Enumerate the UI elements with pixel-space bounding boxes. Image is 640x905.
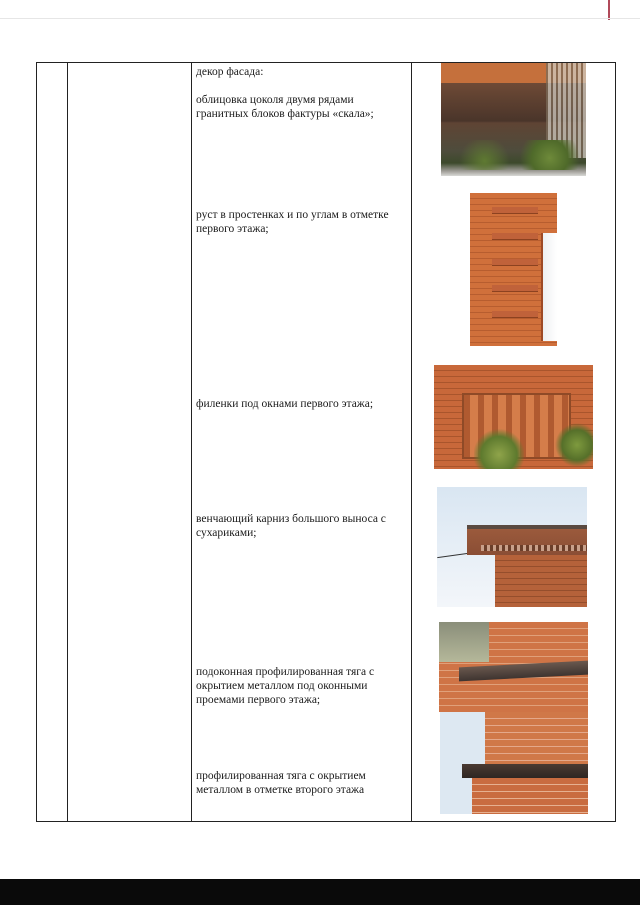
- rust-block: [492, 207, 538, 214]
- scan-edge-mark: [608, 0, 610, 20]
- rustication-photo: [470, 193, 557, 346]
- metal-ledge-detail: [459, 661, 588, 682]
- brick-wall-detail: [472, 778, 588, 814]
- plants-detail: [441, 140, 586, 170]
- window-frame: [541, 233, 557, 341]
- column-divider-3: [411, 63, 412, 821]
- rustication-text: руст в простенках и по углам в отметке первого этажа;: [196, 209, 389, 235]
- cornice-dentils-photo: [437, 487, 587, 607]
- column-divider-2: [191, 63, 192, 821]
- dentils-detail: [481, 545, 587, 551]
- metal-ledge-detail: [462, 764, 588, 778]
- second-floor-course-text: профилированная тяга с окрытием металлом в отметке второго этажа: [196, 770, 366, 796]
- cornice-text: венчающий карниз большого выноса с сухариками;: [196, 513, 386, 539]
- brick-wall-detail: [495, 555, 587, 607]
- description-column: [196, 63, 408, 823]
- window-panels-text: филенки под окнами первого этажа;: [196, 398, 374, 410]
- rust-block: [492, 233, 538, 240]
- rust-block: [492, 311, 538, 318]
- granite-plinth-photo: [441, 63, 586, 176]
- sill-course-text: подоконная профилированная тяга с окрытием металлом под оконными проемами первого этажа;: [196, 666, 375, 706]
- scan-line: [0, 18, 640, 19]
- second-floor-string-course-photo: [440, 712, 588, 814]
- rust-block: [492, 259, 538, 266]
- column-divider-1: [67, 63, 68, 821]
- bush-detail: [553, 409, 593, 469]
- background-detail: [439, 622, 489, 662]
- sill-string-course-photo: [439, 622, 588, 712]
- facade-decor-heading: декор фасада:: [196, 66, 264, 78]
- rust-block: [492, 285, 538, 292]
- plinth-cladding-text: облицовка цоколя двумя рядами гранитных блоков фактуры «скала»;: [196, 94, 374, 120]
- bush-detail: [474, 421, 524, 469]
- scan-bottom-bar: [0, 879, 640, 905]
- window-panels-photo: [434, 365, 593, 469]
